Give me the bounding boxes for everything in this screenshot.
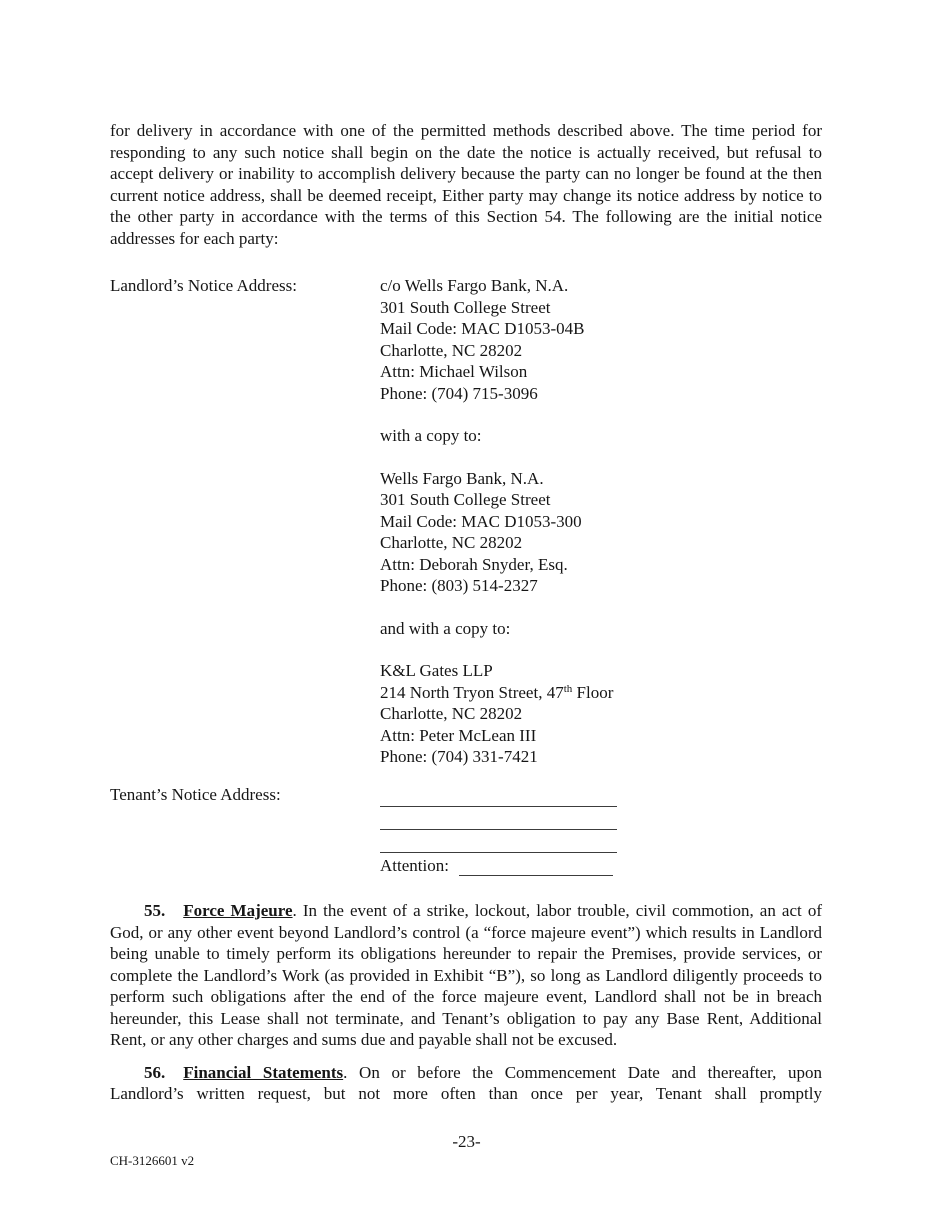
- address-line: Mail Code: MAC D1053-04B: [380, 319, 585, 338]
- landlord-notice-row: [110, 275, 822, 768]
- section-number: 56.: [144, 1062, 166, 1082]
- landlord-notice-label: Landlord’s Notice Address:: [110, 276, 297, 295]
- ordinal-superscript: th: [563, 682, 573, 695]
- section-body-text: . On or before the Commencement Date and thereafter, upon Landlord’s written request, but not more often than once per year, Tenant shall promptly: [110, 1062, 822, 1103]
- address-line: Charlotte, NC 28202: [380, 704, 523, 723]
- address-line: Attn: Deborah Snyder, Esq.: [380, 554, 568, 574]
- address-line: 301 South College Street: [380, 297, 551, 317]
- copy1-address-block: [380, 468, 822, 597]
- address-line: c/o Wells Fargo Bank, N.A.: [380, 276, 569, 295]
- page-content: [110, 120, 822, 1105]
- blank-address-line: [380, 807, 617, 830]
- address-line: Attn: Michael Wilson: [380, 362, 528, 381]
- attention-row: [380, 855, 822, 877]
- address-line: Phone: (803) 514-2327: [380, 576, 538, 595]
- blank-attention-line: [459, 857, 613, 876]
- address-line: K&L Gates LLP: [380, 661, 493, 680]
- address-line: Phone: (704) 331-7421: [380, 747, 538, 766]
- tenant-notice-label: Tenant’s Notice Address:: [110, 784, 281, 804]
- notice-address-column: [380, 275, 822, 768]
- address-line: 301 South College Street: [380, 490, 551, 509]
- section-56-paragraph: [110, 1062, 822, 1105]
- tenant-notice-row: [110, 784, 822, 877]
- address-line: Mail Code: MAC D1053-300: [380, 511, 582, 531]
- blank-address-line: [380, 830, 617, 853]
- blank-address-line: [380, 784, 617, 807]
- and-copy-to-label: and with a copy to:: [380, 618, 511, 638]
- address-line: Charlotte, NC 28202: [380, 533, 523, 552]
- address-line: Phone: (704) 715-3096: [380, 383, 538, 403]
- copy2-address-block: [380, 660, 822, 768]
- section-number: 55.: [144, 901, 166, 920]
- address-line: Attn: Peter McLean III: [380, 725, 537, 745]
- copy-to-label: with a copy to:: [380, 426, 482, 445]
- street-text: 214 North Tryon Street, 47: [380, 682, 564, 702]
- address-line: [380, 682, 822, 704]
- tenant-fill-in-column: [380, 784, 822, 877]
- address-line: Wells Fargo Bank, N.A.: [380, 468, 544, 488]
- address-line: Charlotte, NC 28202: [380, 340, 523, 360]
- section-heading: Force Majeure: [183, 901, 293, 920]
- intro-paragraph: for delivery in accordance with one of the permitted methods described above. The time period for responding to any such notice shall begin on the date the notice is actually received, but refusal to accept delivery or inability to accomplish delivery because the party can no longer be found at the then current notice address, shall be deemed receipt, Either party may change its notice address by notice to the other party in accordance with the terms of this Section 54. The following are the initial notice addresses for each party:: [110, 121, 822, 248]
- landlord-address-block: [380, 275, 822, 404]
- document-id-stamp: CH-3126601 v2: [110, 1153, 195, 1168]
- page-number: -23-: [452, 1132, 481, 1151]
- section-body-text: . In the event of a strike, lockout, labor trouble, civil commotion, an act of God, or any other event beyond Landlord’s control (a “force majeure event”) which results in Landlord being unable to timely perform its obligations hereunder to repair the Premises, provide services, or complete the Landlord’s Work (as provided in Exhibit “B”), so long as Landlord diligently proceeds to perform such obligations after the end of the force majeure event, Landlord shall not be in breach hereunder, this Lease shall not terminate, and Tenant’s obligation to pay any Base Rent, Additional Rent, or any other charges and sums due and payable shall not be excused.: [110, 901, 822, 1049]
- attention-label: Attention:: [380, 855, 449, 875]
- section-55-paragraph: [110, 900, 822, 1051]
- section-heading: Financial Statements: [183, 1062, 344, 1082]
- floor-text: Floor: [572, 682, 614, 702]
